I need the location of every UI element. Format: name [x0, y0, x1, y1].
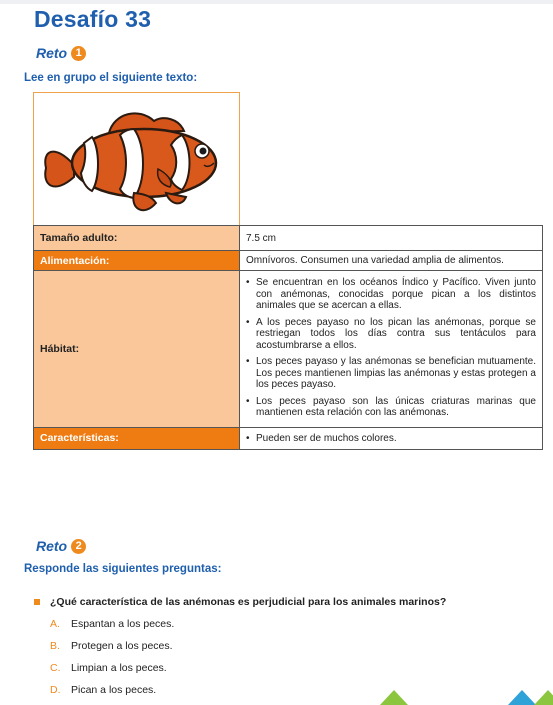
row-label-habitat: Hábitat: — [34, 271, 240, 428]
row-label-food: Alimentación: — [34, 251, 240, 271]
row-label-traits: Características: — [34, 427, 240, 450]
option-letter: C. — [50, 662, 61, 674]
instruction-1: Lee en grupo el siguiente texto: — [24, 72, 198, 84]
bullet-square-icon — [34, 599, 40, 605]
info-table — [33, 225, 543, 450]
traits-bullet: • Pueden ser de muchos colores. — [246, 433, 536, 445]
option-a[interactable] — [50, 618, 174, 630]
habitat-bullet: • A los peces payaso no los pican las anémonas, porque se restriegan todos los días contra sus tentáculos para acostumbrarse a ellos. — [246, 317, 536, 352]
blue-triangle-decoration — [508, 690, 536, 705]
reto-2-number-badge: 2 — [71, 539, 86, 554]
habitat-bullet: • Los peces payaso son las únicas criaturas marinas que mantienen esta relación con las anémonas. — [246, 396, 536, 419]
clownfish-icon — [34, 93, 239, 226]
reto-1-number-badge: 1 — [71, 46, 86, 61]
green-triangle-decoration — [380, 690, 408, 705]
row-value-habitat — [240, 271, 543, 428]
question-text: ¿Qué característica de las anémonas es perjudicial para los animales marinos? — [50, 596, 447, 608]
reto-2-heading — [36, 538, 86, 554]
option-text: Pican a los peces. — [71, 684, 157, 696]
row-value-size: 7.5 cm — [240, 226, 543, 251]
option-b[interactable] — [50, 640, 173, 652]
option-letter: B. — [50, 640, 60, 652]
question — [34, 596, 446, 608]
table-row — [34, 271, 543, 428]
option-text: Protegen a los peces. — [71, 640, 173, 652]
row-label-size: Tamaño adulto: — [34, 226, 240, 251]
option-text: Espantan a los peces. — [71, 618, 175, 630]
habitat-bullet: • Los peces payaso y las anémonas se benefician mutuamente. Los peces mantienen limpias las anémonas y estas protegen a los peces payaso. — [246, 356, 536, 391]
table-row — [34, 427, 543, 450]
row-value-food: Omnívoros. Consumen una variedad amplia de alimentos. — [240, 251, 543, 271]
clownfish-illustration-frame — [33, 92, 240, 226]
option-d[interactable] — [50, 684, 156, 696]
option-text: Limpian a los peces. — [71, 662, 167, 674]
green-triangle-decoration-right — [534, 690, 553, 705]
row-value-traits — [240, 427, 543, 450]
table-row — [34, 251, 543, 271]
page-title: Desafío 33 — [34, 6, 152, 32]
table-row — [34, 226, 543, 251]
reto-1-label: Reto — [36, 45, 68, 61]
option-c[interactable] — [50, 662, 167, 674]
habitat-bullet: • Se encuentran en los océanos Índico y Pacífico. Viven junto con anémonas, conocidas porque pican a los distintos animales que se acercan a ellas. — [246, 277, 536, 312]
option-letter: D. — [50, 684, 61, 696]
option-letter: A. — [50, 618, 60, 630]
reto-1-heading — [36, 45, 86, 61]
instruction-2: Responde las siguientes preguntas: — [24, 563, 222, 575]
top-strip — [0, 0, 553, 4]
reto-2-label: Reto — [36, 538, 68, 554]
